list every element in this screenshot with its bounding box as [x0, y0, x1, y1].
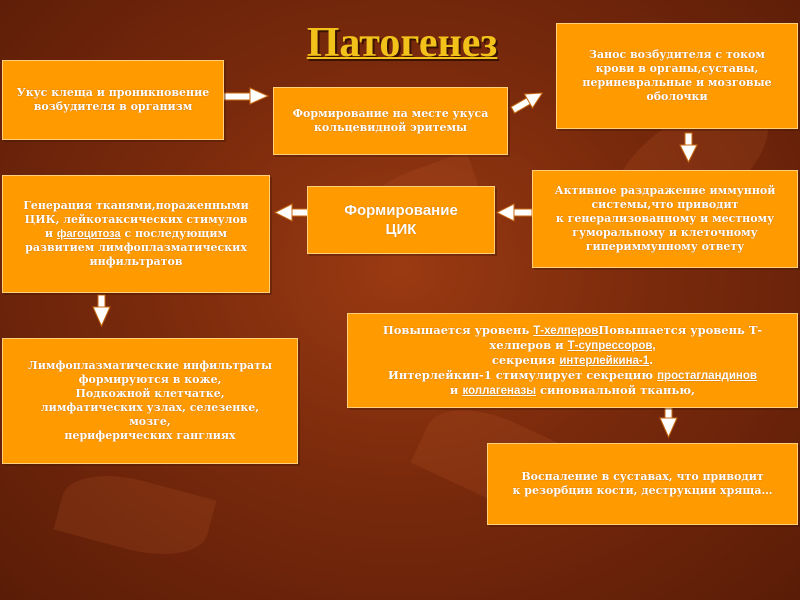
text: и	[44, 227, 57, 240]
box-cik-formation	[307, 186, 495, 254]
box-infiltrates-line: периферических ганглиях	[64, 429, 236, 442]
box-t-helpers-line	[450, 383, 695, 398]
box-cik-line: Формирование	[344, 202, 458, 219]
arrow-shaft	[224, 93, 252, 100]
slide-title: Патогенез	[306, 20, 498, 66]
t-helpers-link[interactable]: Т-хелперов	[533, 325, 599, 337]
box-t-helpers-line	[388, 368, 757, 383]
arrow-head	[250, 88, 268, 104]
box-immune-line: к генерализованному и местному	[555, 212, 775, 225]
prostaglandins-link[interactable]: простагландинов	[657, 370, 757, 382]
text: Повышается уровень Т-хелперов и	[489, 323, 763, 352]
box-erythema-text: Формирование на месте укуса кольцевидной эритемы	[292, 107, 489, 134]
box-tick-bite	[2, 60, 224, 140]
box-joint-inflammation	[487, 443, 798, 525]
text: Интерлейкин-1 стимулирует секрецию	[388, 368, 658, 382]
box-t-helpers-line	[354, 323, 791, 353]
box-immune-line: системы,что приводит	[591, 198, 739, 211]
box-spread-line: крови в органы,суставы,	[595, 62, 759, 75]
t-suppressors-link[interactable]: Т-супрессоров,	[567, 340, 656, 352]
text: с последующим	[120, 227, 228, 240]
box-infiltrates-line: формируются в коже,	[78, 373, 222, 386]
box-generation-line: Генерация тканями,пораженными	[23, 199, 249, 212]
box-infiltrates-line: Подкожной клетчатке,	[75, 387, 225, 400]
text: .	[649, 353, 654, 367]
box-generation-line	[45, 227, 227, 241]
collagenase-link[interactable]: коллагеназы	[462, 385, 537, 397]
text: синовиальной тканью,	[536, 383, 696, 397]
arrow-shaft	[512, 209, 532, 216]
box-generation	[2, 175, 270, 293]
arrow-head	[680, 145, 697, 162]
box-infiltrates	[2, 338, 298, 464]
arrow-head	[660, 418, 677, 437]
arrow-head	[93, 307, 110, 326]
box-erythema	[273, 87, 508, 155]
arrow-shaft	[290, 209, 308, 216]
box-infiltrates-line: Лимфоплазматические инфильтраты	[28, 359, 272, 372]
box-inflammation-line: Воспаление в суставах, что приводит	[521, 470, 764, 483]
box-spread-line: периневральные и мозговые	[582, 76, 772, 89]
box-immune-line: Активное раздражение иммунной	[554, 184, 776, 197]
box-immune-line: гуморальному и клеточному	[572, 226, 758, 239]
box-infiltrates-line: лимфатических узлах, селезенке,	[40, 401, 260, 414]
text: секреция	[491, 353, 560, 367]
text: и	[449, 383, 463, 397]
box-t-helpers-line	[492, 353, 653, 368]
box-generation-line: развитием лимфоплазматических	[25, 241, 247, 254]
text: Повышается уровень	[382, 323, 534, 337]
box-generation-line: ЦИК, лейкотаксических стимулов	[24, 213, 248, 226]
box-infiltrates-line: мозге,	[129, 415, 171, 428]
box-generation-line: инфильтратов	[89, 255, 183, 268]
phagocytosis-link[interactable]: фагоцитоза	[56, 228, 121, 240]
box-immune-response	[532, 170, 798, 268]
box-tick-bite-text: Укус клеща и проникновение возбудителя в организм	[16, 86, 210, 113]
box-spread-line: Занос возбудителя с током	[589, 48, 765, 61]
box-t-helpers	[347, 313, 798, 408]
interleukin-link[interactable]: интерлейкина-1	[559, 355, 650, 367]
box-spread-line: оболочки	[646, 90, 708, 103]
box-cik-line: ЦИК	[385, 221, 417, 238]
box-immune-line: гипериммунному ответу	[585, 240, 745, 253]
arrow-head	[275, 204, 292, 221]
box-spread	[556, 23, 798, 129]
box-inflammation-line: к резорбции кости, деструкции хряща…	[512, 484, 773, 497]
arrow-head	[497, 204, 514, 221]
